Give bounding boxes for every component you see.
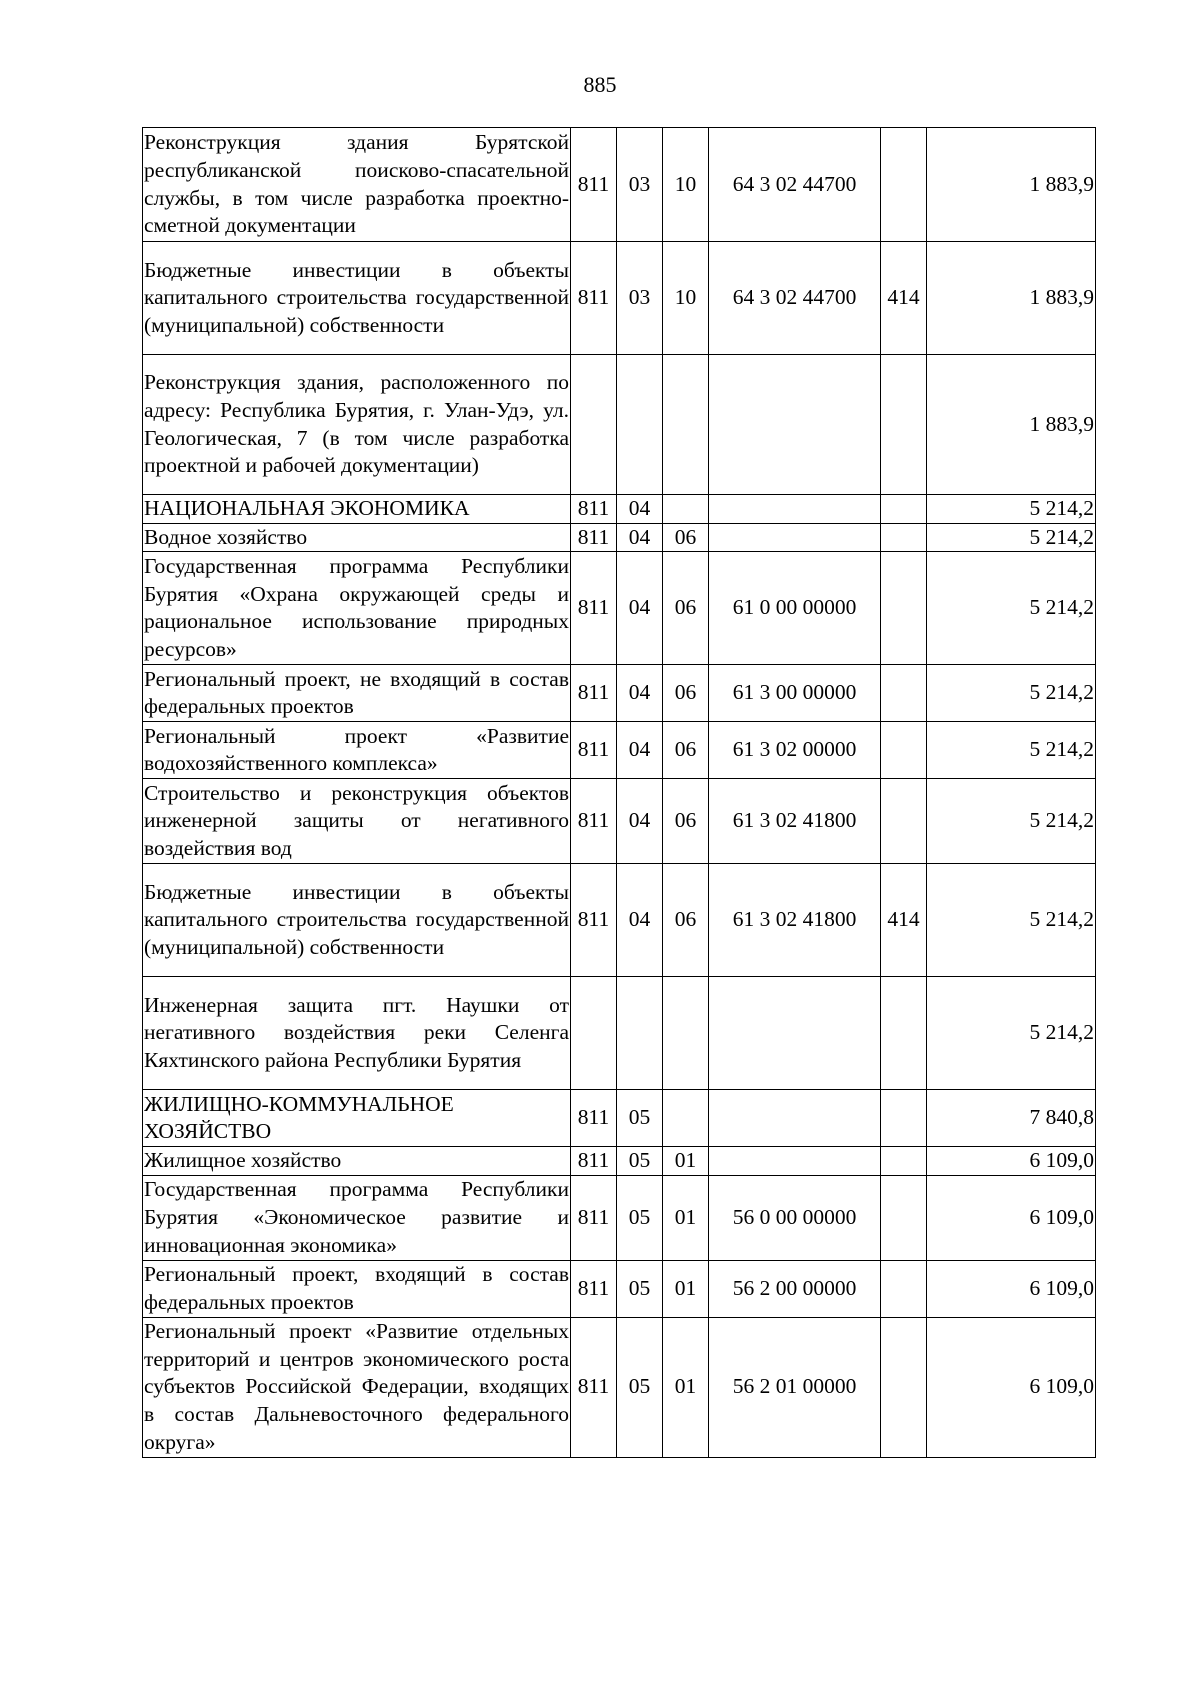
subsection-code-cell: 06	[663, 523, 709, 552]
section-code-cell: 04	[617, 523, 663, 552]
section-code-cell: 04	[617, 864, 663, 977]
amount-cell: 6 109,0	[927, 1317, 1096, 1457]
row-name-cell: Бюджетные инвестиции в объекты капитального строительства государственной (муниципальной) собственности	[143, 242, 571, 355]
table-row	[143, 722, 1096, 779]
row-name-cell: Инженерная защита пгт. Наушки от негативного воздействия реки Селенга Кяхтинского района Республики Бурятия	[143, 977, 571, 1090]
ministry-code-cell: 811	[571, 128, 617, 242]
expense-type-cell	[881, 722, 927, 779]
budget-table	[142, 127, 1096, 1458]
subsection-code-cell: 10	[663, 242, 709, 355]
expense-type-cell	[881, 665, 927, 722]
section-code-cell: 05	[617, 1175, 663, 1260]
target-article-cell: 61 3 02 00000	[709, 722, 881, 779]
target-article-cell: 61 3 02 41800	[709, 864, 881, 977]
amount-cell: 5 214,2	[927, 552, 1096, 665]
ministry-code-cell: 811	[571, 665, 617, 722]
row-name-cell: ЖИЛИЩНО-КОММУНАЛЬНОЕ ХОЗЯЙСТВО	[143, 1090, 571, 1147]
section-code-cell: 04	[617, 665, 663, 722]
section-code-cell: 05	[617, 1147, 663, 1176]
subsection-code-cell	[663, 355, 709, 495]
target-article-cell: 56 0 00 00000	[709, 1175, 881, 1260]
amount-cell: 5 214,2	[927, 779, 1096, 864]
row-name-cell: Бюджетные инвестиции в объекты капитального строительства государственной (муниципальной) собственности	[143, 864, 571, 977]
target-article-cell	[709, 1147, 881, 1176]
amount-cell: 6 109,0	[927, 1175, 1096, 1260]
amount-cell: 5 214,2	[927, 864, 1096, 977]
ministry-code-cell: 811	[571, 552, 617, 665]
subsection-code-cell: 01	[663, 1147, 709, 1176]
target-article-cell	[709, 977, 881, 1090]
row-name-cell: Жилищное хозяйство	[143, 1147, 571, 1176]
expense-type-cell	[881, 495, 927, 524]
table-row	[143, 1147, 1096, 1176]
ministry-code-cell	[571, 355, 617, 495]
expense-type-cell	[881, 355, 927, 495]
subsection-code-cell: 01	[663, 1317, 709, 1457]
section-code-cell: 03	[617, 242, 663, 355]
section-code-cell: 03	[617, 128, 663, 242]
amount-cell: 1 883,9	[927, 242, 1096, 355]
expense-type-cell	[881, 779, 927, 864]
target-article-cell	[709, 355, 881, 495]
expense-type-cell	[881, 552, 927, 665]
row-name-cell: НАЦИОНАЛЬНАЯ ЭКОНОМИКА	[143, 495, 571, 524]
subsection-code-cell	[663, 977, 709, 1090]
target-article-cell: 64 3 02 44700	[709, 128, 881, 242]
table-row	[143, 779, 1096, 864]
amount-cell: 1 883,9	[927, 128, 1096, 242]
subsection-code-cell: 06	[663, 552, 709, 665]
table-row	[143, 665, 1096, 722]
expense-type-cell	[881, 128, 927, 242]
section-code-cell: 04	[617, 495, 663, 524]
ministry-code-cell: 811	[571, 1260, 617, 1317]
target-article-cell	[709, 495, 881, 524]
row-name-cell: Региональный проект, входящий в состав федеральных проектов	[143, 1260, 571, 1317]
table-row	[143, 552, 1096, 665]
section-code-cell: 04	[617, 722, 663, 779]
table-row	[143, 977, 1096, 1090]
ministry-code-cell: 811	[571, 1317, 617, 1457]
section-code-cell	[617, 977, 663, 1090]
row-name-cell: Реконструкция здания, расположенного по адресу: Республика Бурятия, г. Улан-Удэ, ул. Геологическая, 7 (в том числе разработка проектной и рабочей документации)	[143, 355, 571, 495]
row-name-cell: Региональный проект «Развитие отдельных территорий и центров экономического роста субъектов Российской Федерации, входящих в состав Дальневосточного федерального округа»	[143, 1317, 571, 1457]
ministry-code-cell: 811	[571, 1175, 617, 1260]
ministry-code-cell: 811	[571, 242, 617, 355]
subsection-code-cell: 06	[663, 864, 709, 977]
expense-type-cell	[881, 523, 927, 552]
table-row	[143, 495, 1096, 524]
amount-cell: 7 840,8	[927, 1090, 1096, 1147]
table-row	[143, 1175, 1096, 1260]
expense-type-cell	[881, 1147, 927, 1176]
subsection-code-cell: 01	[663, 1175, 709, 1260]
table-row	[143, 523, 1096, 552]
subsection-code-cell: 06	[663, 722, 709, 779]
expense-type-cell: 414	[881, 864, 927, 977]
amount-cell: 5 214,2	[927, 977, 1096, 1090]
table-row	[143, 1317, 1096, 1457]
table-row	[143, 1090, 1096, 1147]
budget-table-body	[143, 128, 1096, 1458]
ministry-code-cell: 811	[571, 779, 617, 864]
amount-cell: 6 109,0	[927, 1147, 1096, 1176]
target-article-cell: 56 2 01 00000	[709, 1317, 881, 1457]
subsection-code-cell: 06	[663, 665, 709, 722]
row-name-cell: Строительство и реконструкция объектов инженерной защиты от негативного воздействия вод	[143, 779, 571, 864]
ministry-code-cell: 811	[571, 1147, 617, 1176]
section-code-cell: 05	[617, 1090, 663, 1147]
target-article-cell: 64 3 02 44700	[709, 242, 881, 355]
subsection-code-cell: 06	[663, 779, 709, 864]
amount-cell: 5 214,2	[927, 523, 1096, 552]
target-article-cell: 61 3 00 00000	[709, 665, 881, 722]
ministry-code-cell: 811	[571, 495, 617, 524]
row-name-cell: Государственная программа Республики Бурятия «Охрана окружающей среды и рациональное использование природных ресурсов»	[143, 552, 571, 665]
section-code-cell: 04	[617, 779, 663, 864]
amount-cell: 5 214,2	[927, 665, 1096, 722]
row-name-cell: Реконструкция здания Бурятской республиканской поисково-спасательной службы, в том числе разработка проектно-сметной документации	[143, 128, 571, 242]
section-code-cell	[617, 355, 663, 495]
expense-type-cell: 414	[881, 242, 927, 355]
expense-type-cell	[881, 1175, 927, 1260]
row-name-cell: Водное хозяйство	[143, 523, 571, 552]
ministry-code-cell: 811	[571, 864, 617, 977]
target-article-cell: 61 3 02 41800	[709, 779, 881, 864]
subsection-code-cell	[663, 495, 709, 524]
row-name-cell: Региональный проект, не входящий в состав федеральных проектов	[143, 665, 571, 722]
row-name-cell: Государственная программа Республики Бурятия «Экономическое развитие и инновационная экономика»	[143, 1175, 571, 1260]
target-article-cell	[709, 1090, 881, 1147]
ministry-code-cell: 811	[571, 1090, 617, 1147]
subsection-code-cell: 10	[663, 128, 709, 242]
section-code-cell: 04	[617, 552, 663, 665]
ministry-code-cell	[571, 977, 617, 1090]
amount-cell: 1 883,9	[927, 355, 1096, 495]
row-name-cell: Региональный проект «Развитие водохозяйственного комплекса»	[143, 722, 571, 779]
table-row	[143, 1260, 1096, 1317]
ministry-code-cell: 811	[571, 722, 617, 779]
table-row	[143, 864, 1096, 977]
table-row	[143, 242, 1096, 355]
table-row	[143, 355, 1096, 495]
section-code-cell: 05	[617, 1260, 663, 1317]
target-article-cell: 61 0 00 00000	[709, 552, 881, 665]
amount-cell: 6 109,0	[927, 1260, 1096, 1317]
expense-type-cell	[881, 1090, 927, 1147]
section-code-cell: 05	[617, 1317, 663, 1457]
target-article-cell: 56 2 00 00000	[709, 1260, 881, 1317]
target-article-cell	[709, 523, 881, 552]
subsection-code-cell: 01	[663, 1260, 709, 1317]
expense-type-cell	[881, 1317, 927, 1457]
subsection-code-cell	[663, 1090, 709, 1147]
expense-type-cell	[881, 977, 927, 1090]
ministry-code-cell: 811	[571, 523, 617, 552]
amount-cell: 5 214,2	[927, 495, 1096, 524]
table-row	[143, 128, 1096, 242]
amount-cell: 5 214,2	[927, 722, 1096, 779]
expense-type-cell	[881, 1260, 927, 1317]
page-number: 885	[583, 72, 617, 97]
